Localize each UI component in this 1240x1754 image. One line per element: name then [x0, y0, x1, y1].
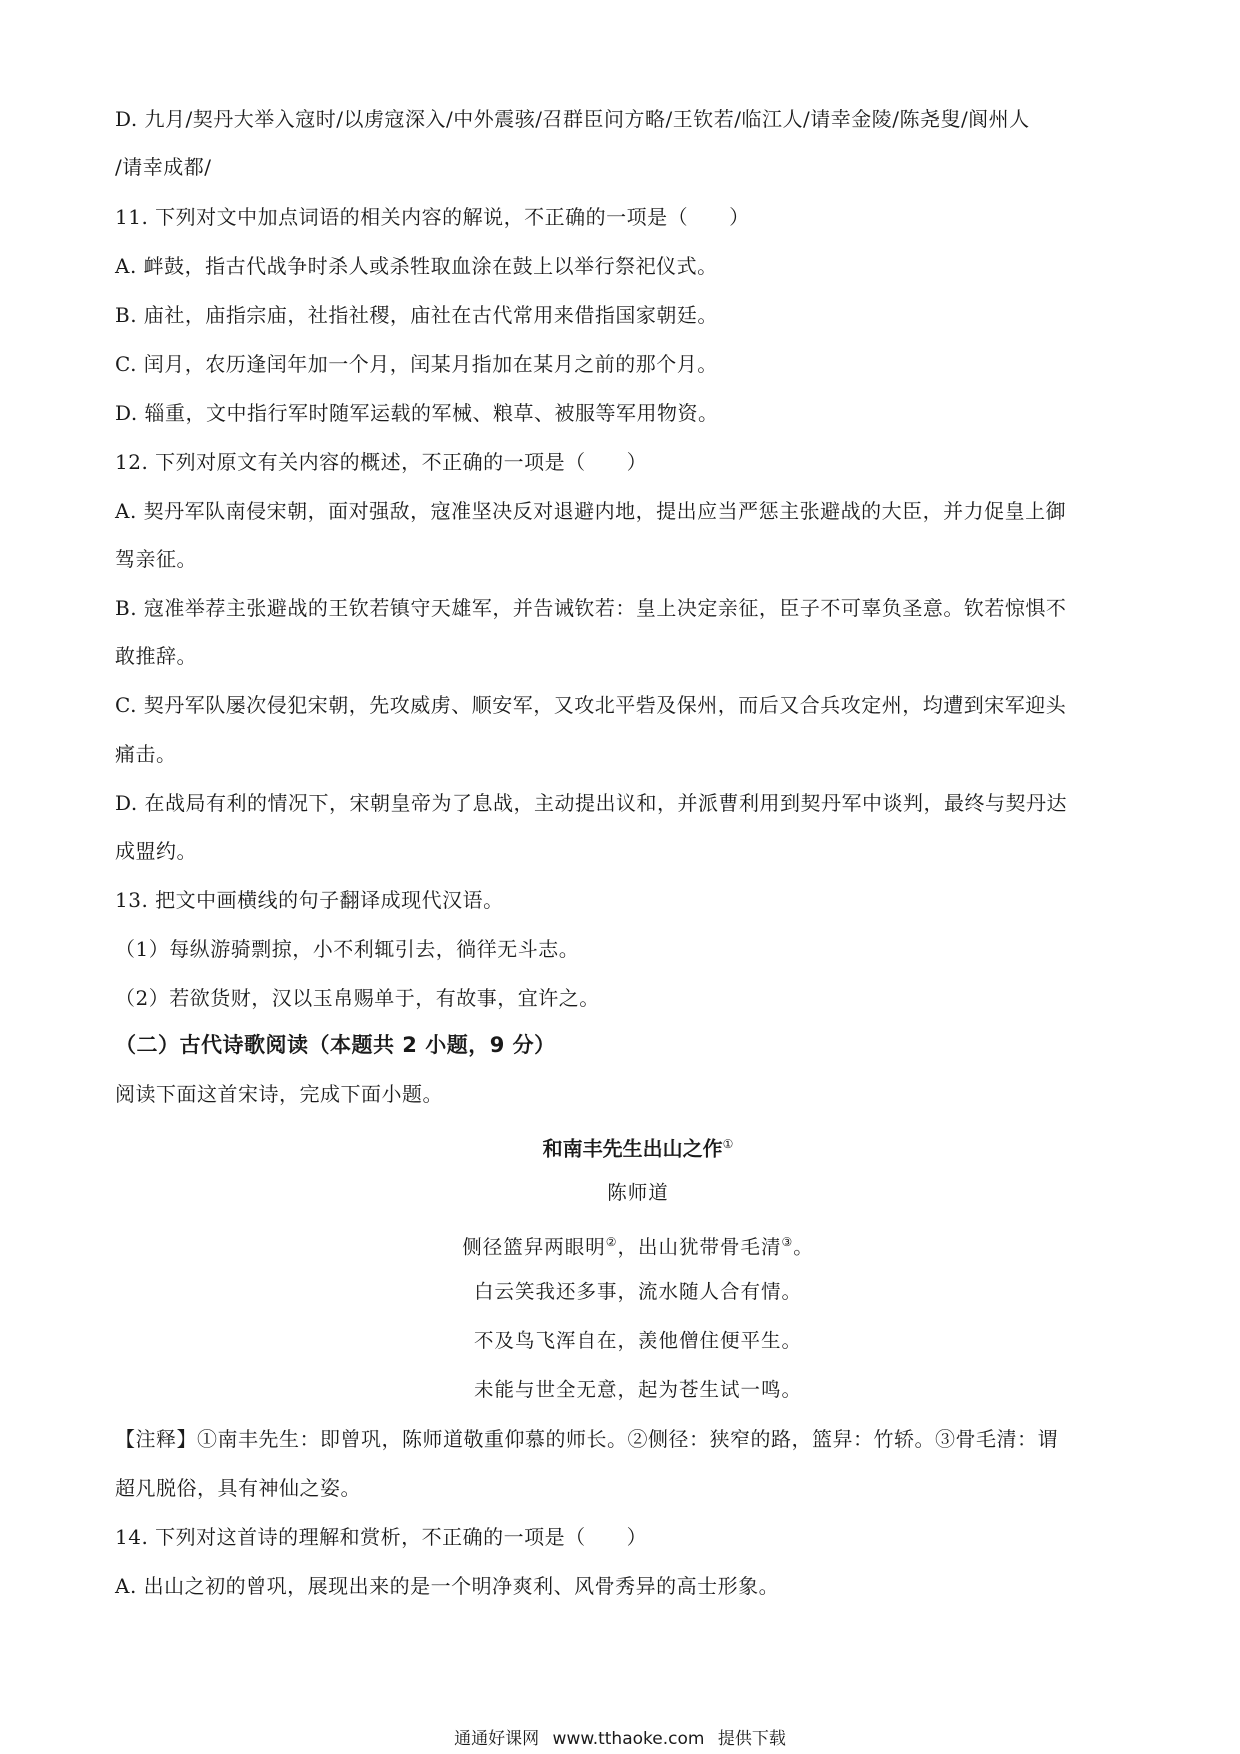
q12-option-a-line1: A. 契丹军队南侵宋朝，面对强敌，寇准坚决反对退避内地，提出应当严惩主张避战的大臣，并力促皇上御: [115, 499, 1067, 523]
poem-footnote-3: ③: [781, 1235, 794, 1249]
q11-option-a: A. 衅鼓，指古代战争时杀人或杀牲取血涂在鼓上以举行祭祀仪式。: [115, 254, 718, 278]
notes-line1: 【注释】①南丰先生：即曾巩，陈师道敬重仰慕的师长。②侧径：狭窄的路，篮舁：竹轿。③骨毛清：谓: [115, 1427, 1058, 1451]
question-11: 11. 下列对文中加点词语的相关内容的解说，不正确的一项是（ ）: [115, 205, 750, 229]
q12-option-b-line1: B. 寇准举荐主张避战的王钦若镇守天雄军，并告诫钦若：皇上决定亲征，臣子不可辜负圣意。钦若惊惧不: [115, 596, 1067, 620]
poem-title-text: 和南丰先生出山之作: [542, 1136, 723, 1161]
q14-option-a: A. 出山之初的曾巩，展现出来的是一个明净爽利、风骨秀异的高士形象。: [115, 1574, 780, 1598]
footer-url[interactable]: www.tthaoke.com: [552, 1729, 705, 1749]
q12-option-c-line1: C. 契丹军队屡次侵犯宋朝，先攻威虏、顺安军，又攻北平砦及保州，而后又合兵攻定州，均遭到宋军迎头: [115, 693, 1067, 717]
q13-item-2: （2）若欲货财，汉以玉帛赐单于，有故事，宜许之。: [115, 986, 600, 1010]
q11-option-d: D. 辎重，文中指行军时随军运载的军械、粮草、被服等军用物资。: [115, 401, 719, 425]
q11-option-c: C. 闰月，农历逢闰年加一个月，闰某月指加在某月之前的那个月。: [115, 352, 718, 376]
poem-title: [18, 1131, 1240, 1162]
q13-item-1: （1）每纵游骑剽掠，小不利辄引去，徜徉无斗志。: [115, 937, 580, 961]
question-14: 14. 下列对这首诗的理解和赏析，不正确的一项是（ ）: [115, 1525, 648, 1549]
question-13: 13. 把文中画横线的句子翻译成现代汉语。: [115, 888, 504, 912]
poem-line-4: 未能与世全无意，起为苍生试一鸣。: [473, 1378, 802, 1401]
poem-line-3: 不及鸟飞浑自在，羡他僧住便平生。: [473, 1329, 802, 1352]
notes-line2: 超凡脱俗，具有神仙之姿。: [115, 1476, 361, 1500]
q12-option-b-line2: 敢推辞。: [115, 644, 197, 668]
q10-option-d-line2: /请幸成都/: [115, 155, 212, 179]
q12-option-a-line2: 驾亲征。: [115, 547, 197, 571]
poem-title-footnote: ①: [722, 1137, 734, 1151]
q11-option-b: B. 庙社，庙指宗庙，社指社稷，庙社在古代常用来借指国家朝廷。: [115, 303, 718, 327]
poem-instruction: 阅读下面这首宋诗，完成下面小题。: [115, 1082, 443, 1106]
poem-footnote-2: ②: [605, 1235, 618, 1249]
poem-line-2: 白云笑我还多事，流水随人合有情。: [473, 1280, 802, 1303]
footer-download-text: 提供下载: [717, 1729, 786, 1749]
poem-line-1-part-a: 侧径篮舁两眼明: [462, 1235, 606, 1259]
poem-author: 陈师道: [607, 1181, 669, 1204]
poem-line-1-part-c: 。: [793, 1235, 814, 1259]
poem-line-1-part-b: ，出山犹带骨毛清: [617, 1235, 782, 1259]
question-12: 12. 下列对原文有关内容的概述，不正确的一项是（ ）: [115, 450, 648, 474]
footer-site-name: 通通好课网: [454, 1729, 540, 1749]
q12-option-c-line2: 痛击。: [115, 742, 177, 766]
page-footer: [0, 1728, 1240, 1750]
q12-option-d-line2: 成盟约。: [115, 839, 197, 863]
poem-line-1: [18, 1229, 1240, 1261]
section-heading-poetry: （二）古代诗歌阅读（本题共 2 小题，9 分）: [115, 1033, 556, 1057]
q10-option-d-line1: D. 九月/契丹大举入寇时/以虏寇深入/中外震骇/召群臣问方略/王钦若/临江人/请幸金陵/陈尧叟/阆州人: [115, 107, 1030, 131]
q12-option-d-line1: D. 在战局有利的情况下，宋朝皇帝为了息战，主动提出议和，并派曹利用到契丹军中谈判，最终与契丹达: [115, 791, 1068, 815]
